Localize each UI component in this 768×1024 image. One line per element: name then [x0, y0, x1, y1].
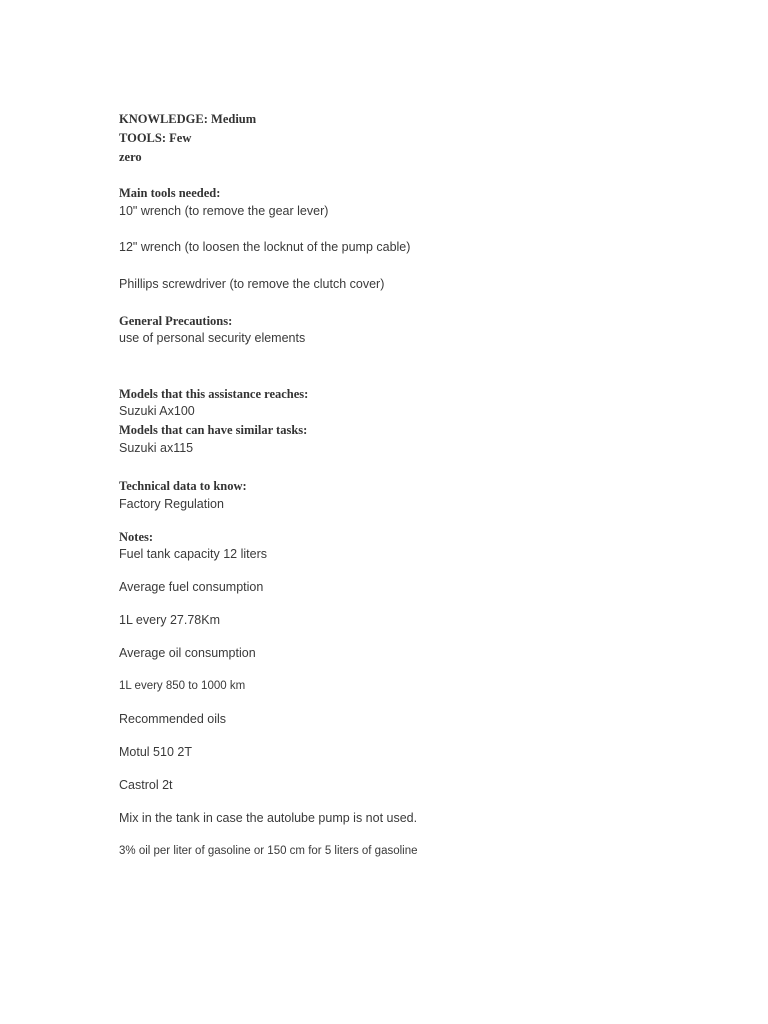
note-item: 1L every 850 to 1000 km	[119, 680, 246, 692]
precautions-heading: General Precautions:	[119, 314, 233, 328]
note-item: Mix in the tank in case the autolube pump is not used.	[119, 811, 418, 825]
tool-item: 12" wrench (to loosen the locknut of the pump cable)	[119, 240, 411, 254]
models-similar-value: Suzuki ax115	[119, 441, 194, 455]
note-item: Fuel tank capacity 12 liters	[119, 547, 267, 561]
technical-text: Factory Regulation	[119, 497, 224, 511]
note-item: Motul 510 2T	[119, 745, 192, 759]
tool-item: Phillips screwdriver (to remove the clutch cover)	[119, 277, 385, 291]
tool-item: 10" wrench (to remove the gear lever)	[119, 204, 329, 218]
main-tools-heading: Main tools needed:	[119, 186, 221, 200]
note-item: Average fuel consumption	[119, 580, 264, 594]
note-item: Recommended oils	[119, 712, 226, 726]
tools-level: TOOLS: Few	[119, 131, 192, 145]
note-item: 1L every 27.78Km	[119, 613, 220, 627]
technical-heading: Technical data to know:	[119, 479, 247, 493]
precautions-text: use of personal security elements	[119, 331, 306, 345]
models-similar-heading: Models that can have similar tasks:	[119, 423, 308, 437]
note-item: Average oil consumption	[119, 646, 256, 660]
knowledge-level: KNOWLEDGE: Medium	[119, 112, 257, 126]
models-reaches-value: Suzuki Ax100	[119, 404, 195, 418]
notes-heading: Notes:	[119, 530, 154, 544]
zero-label: zero	[119, 150, 142, 164]
note-item: Castrol 2t	[119, 778, 173, 792]
note-item: 3% oil per liter of gasoline or 150 cm for 5 liters of gasoline	[119, 845, 418, 857]
models-reaches-heading: Models that this assistance reaches:	[119, 387, 309, 401]
